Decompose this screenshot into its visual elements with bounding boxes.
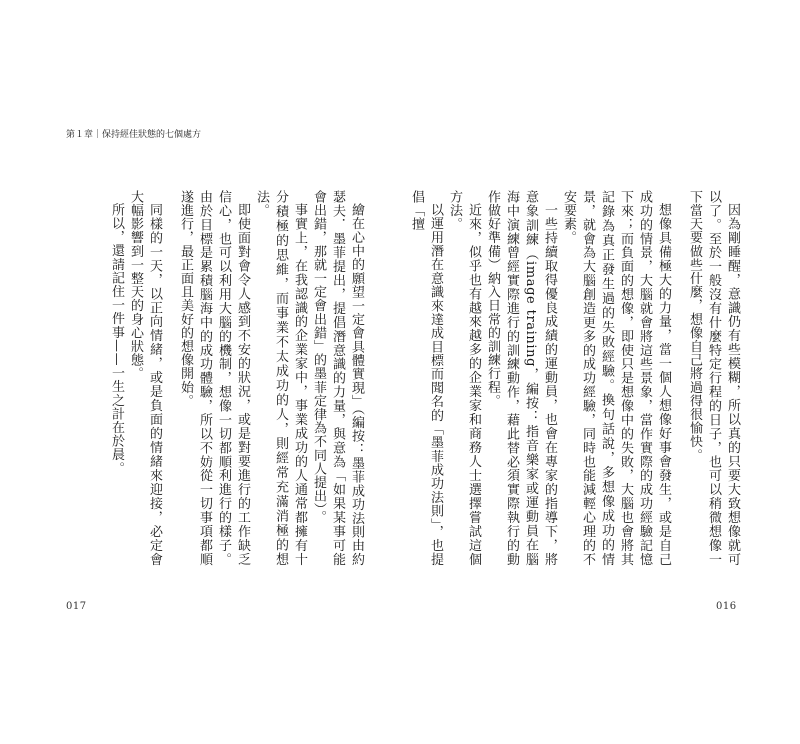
paragraph: 想像具備極大的力量，當一個人想像好事會發生，或是自己成功的情景，大腦就會將這些景象，當作實際的成功經驗記憶下來；而負面的想像，即使只是想像中的失敗，大腦也會將其記錄為真正發生過的失敗經驗。換句話說，多想像成功的情景，就會為大腦創造更多的成功經驗，同時也能減輕心理的不安要素。 <box>561 190 671 566</box>
left-page-text <box>107 190 366 566</box>
right-page-text <box>407 190 742 566</box>
paragraph: 同樣的一天，以正向情緒，或是負面的情緒來迎接，必定會大幅影響到一整天的身心狀態。 <box>128 190 162 566</box>
paragraph: 因為剛睡醒，意識仍有些模糊，所以真的只要大致想像就可以了。至於一般沒有什麼特定行程的日子，也可以稍微想像一下當天要做些什麼，想像自己將過得很愉快。 <box>687 190 740 566</box>
running-head: 第１章｜保持經佳狀態的七個處方 <box>66 130 202 140</box>
paragraph: 所以，還請記住一件事——一生之計在於晨。 <box>109 203 124 475</box>
paragraph: 一些持續取得優良成績的運動員，也會在專家的指導下，將意象訓練（image training，編按：指音樂家或運動員在腦海中演練曾經實際進行的訓練動作，藉此替必須實際執行的動作做好準備）納入日常的訓練行程。 <box>485 190 557 566</box>
paragraph: 事實上，在我認識的企業家中，事業成功的人通常都擁有十分積極的思維，而事業不太成功的人，則經常充滿消極的想法。 <box>254 190 307 566</box>
paragraph: 以運用潛在意識來達成目標而聞名的「墨菲成功法則」，也提倡「擅 <box>409 190 443 566</box>
page-number-left: 017 <box>66 601 87 612</box>
paragraph: 即使面對會令人感到不安的狀況，或是對要進行的工作缺乏信心，也可以利用大腦的機制，想像一切都順利進行的樣子。由於目標是累積腦海中的成功體驗，所以不妨從一切事項都順遂進行，最正面且美好的想像開始。 <box>178 190 250 566</box>
page-number-right: 016 <box>716 601 737 612</box>
paragraph: 近來，似乎也有越來越多的企業家和商務人士選擇嘗試這個方法。 <box>447 190 481 566</box>
paragraph: 繪在心中的願望一定會具體實現」（編按：墨菲成功法則由約瑟夫．墨菲提出，提倡潛意識的力量，與意為「如果某事可能會出錯，那就一定會出錯」的墨菲定律為不同人提出）。 <box>311 190 364 566</box>
